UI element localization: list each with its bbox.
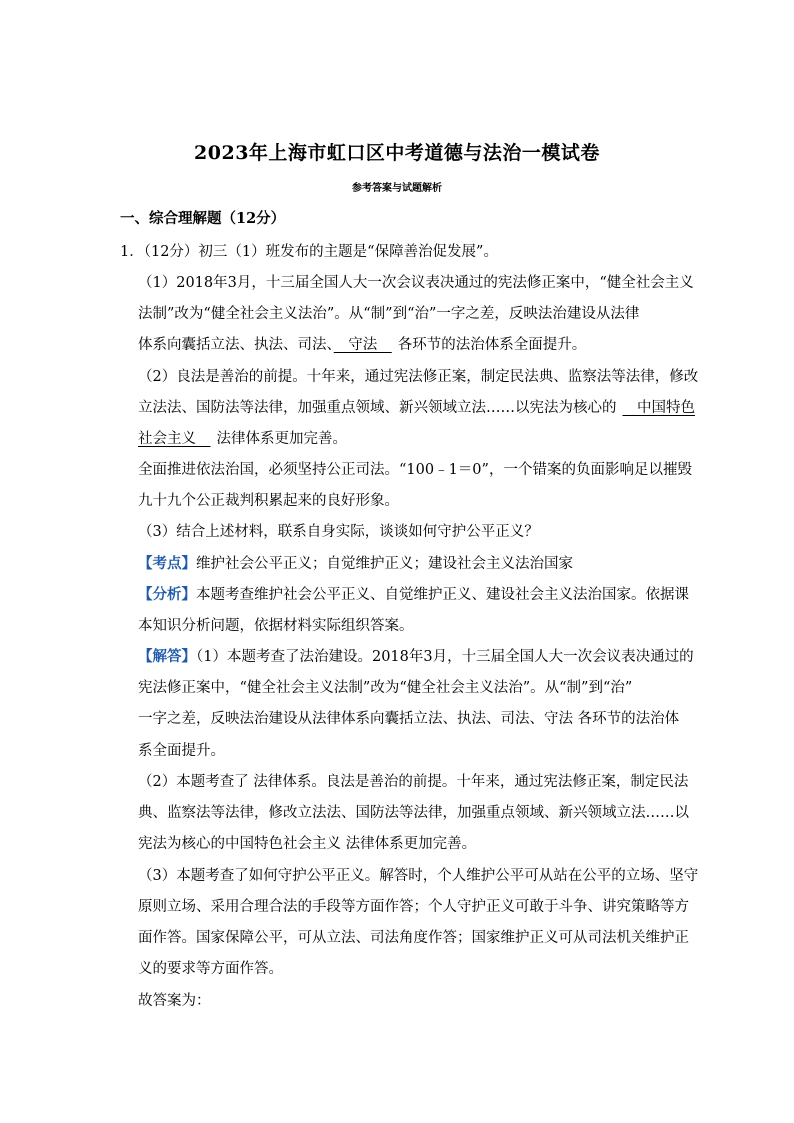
- fenxi-text-1: 本题考查维护社会公平正义、自觉维护正义、建设社会主义法治国家。依据课: [196, 587, 689, 603]
- material-2-line-3: [138, 427, 347, 448]
- material-2-line-1: （2）良法是善治的前提。十年来，通过宪法修正案，制定民法典、监察法等法律，修改: [138, 369, 699, 385]
- material-3-line-1: 全面推进依法治国，必须坚持公正司法。“100﹣1＝0”，一个错案的负面影响足以摧毁: [138, 462, 692, 478]
- page-subtitle: 参考答案与试题解析: [352, 183, 442, 194]
- fenxi-line-1: [138, 583, 689, 604]
- jieda-line-10: 面作答。国家保障公平，可从立法、司法角度作答；国家维护正义可从司法机关维护正: [138, 930, 689, 946]
- answer-blank-2-part-1: 中国特色: [622, 400, 695, 416]
- jieda-line-2: 宪法修正案中，“健全社会主义法制”改为“健全社会主义法治”。从“制”到“治”: [138, 680, 633, 696]
- material-1-line-3: [138, 333, 586, 354]
- jieda-tag: 【解答】: [138, 648, 196, 665]
- jieda-line-9: 原则立场、采用合理合法的手段等方面作答；个人守护正义可敢于斗争、讲究策略等方: [138, 899, 689, 915]
- material-1-line-3-text-b: 各环节的法治体系全面提升。: [397, 337, 587, 353]
- jieda-line-4: 系全面提升。: [138, 743, 225, 759]
- material-1-line-1: （1）2018年3月，十三届全国人大一次会议表决通过的宪法修正案中，“健全社会主义: [138, 275, 694, 291]
- kaodian-tag: 【考点】: [138, 555, 196, 572]
- answer-blank-2-part-2: 社会主义: [138, 431, 211, 447]
- question-stem: 1．（12分）初三（1）班发布的主题是“保障善治促发展”。: [120, 244, 498, 260]
- material-2-line-2: [138, 396, 695, 417]
- kaodian-text: 维护社会公平正义；自觉维护正义；建设社会主义法治国家: [196, 556, 573, 572]
- jieda-line-3: 一字之差，反映法治建设从法律体系向囊括立法、执法、司法、守法 各环节的法治体: [138, 711, 680, 727]
- answer-blank-1: 守法: [333, 337, 392, 353]
- material-1-line-2: 法制”改为“健全社会主义法治”。从“制”到“治”一字之差，反映法治建设从法律: [138, 306, 640, 322]
- fenxi-tag: 【分析】: [138, 586, 196, 603]
- page-title: 2023年上海市虹口区中考道德与法治一模试卷: [194, 142, 600, 164]
- kaodian-line: [138, 552, 573, 573]
- section-heading: 一、综合理解题（12分）: [120, 210, 286, 227]
- material-2-line-3-text: 法律体系更加完善。: [216, 431, 347, 447]
- material-2-line-2-text: 立法法、国防法等法律，加强重点领域、新兴领域立法……以宪法为核心的: [138, 400, 617, 416]
- jieda-line-1: [138, 645, 694, 666]
- material-1-line-3-text-a: 体系向囊括立法、执法、司法、: [138, 337, 334, 353]
- jieda-line-7: 宪法为核心的中国特色社会主义 法律体系更加完善。: [138, 836, 477, 852]
- fenxi-line-2: 本知识分析问题，依据材料实际组织答案。: [138, 618, 414, 634]
- answer-label: 故答案为：: [138, 993, 211, 1009]
- jieda-text-1: （1）本题考查了法治建设。2018年3月，十三届全国人大一次会议表决通过的: [196, 649, 694, 665]
- jieda-line-5: （2）本题考查了 法律体系。良法是善治的前提。十年来，通过宪法修正案，制定民法: [138, 774, 689, 790]
- jieda-line-8: （3）本题考查了如何守护公平正义。解答时，个人维护公平可从站在公平的立场、坚守: [138, 868, 699, 884]
- material-3-line-2: 九十九个公正裁判积累起来的良好形象。: [138, 493, 399, 509]
- jieda-line-11: 义的要求等方面作答。: [138, 961, 283, 977]
- jieda-line-6: 典、监察法等法律，修改立法法、国防法等法律，加强重点领域、新兴领域立法……以: [138, 805, 689, 821]
- question-3-prompt: （3）结合上述材料，联系自身实际，谈谈如何守护公平正义？: [138, 524, 539, 540]
